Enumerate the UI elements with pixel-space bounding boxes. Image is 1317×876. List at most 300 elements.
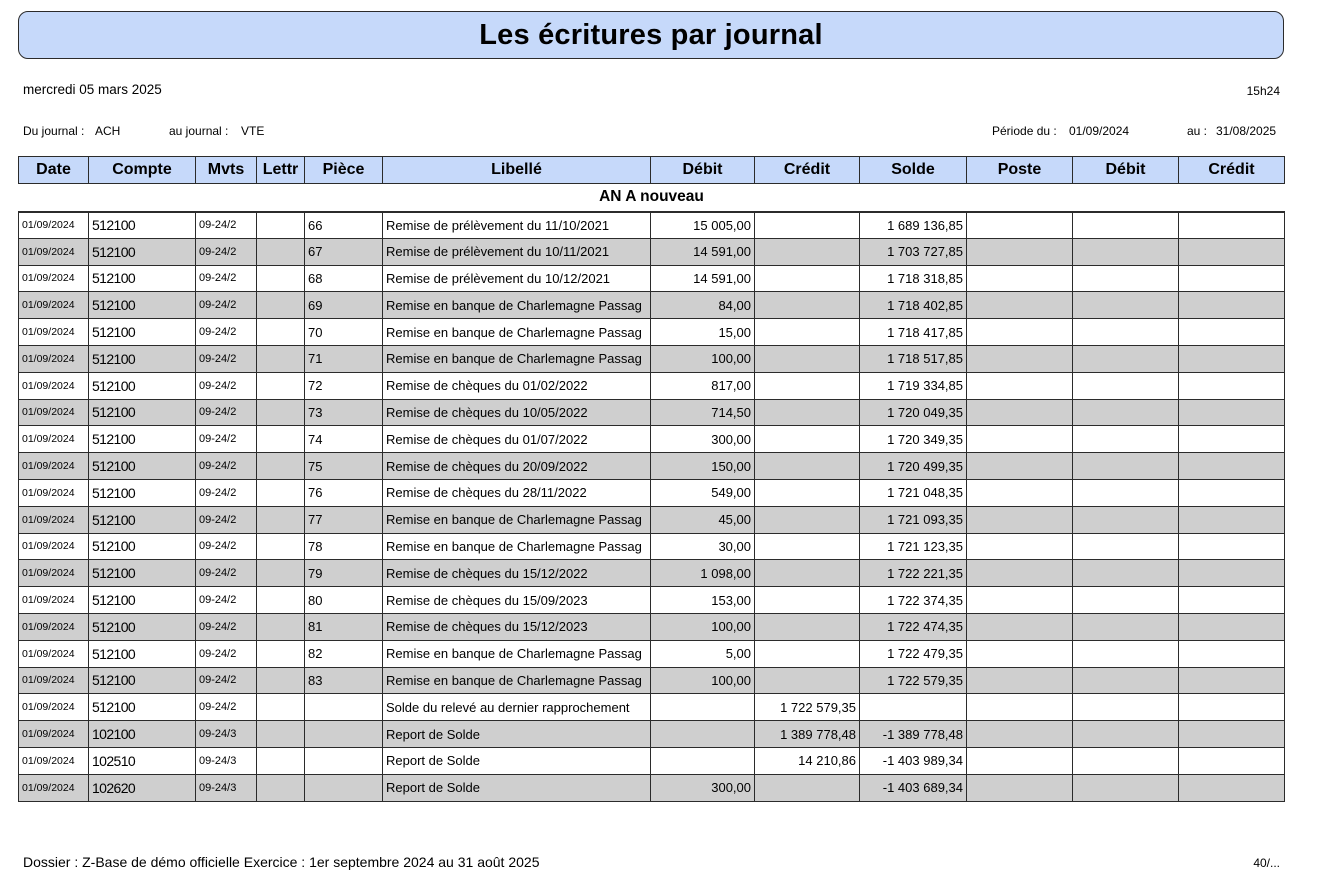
cell-credit xyxy=(755,587,860,614)
cell-solde: -1 403 989,34 xyxy=(860,747,967,774)
cell-libelle: Remise de prélèvement du 10/11/2021 xyxy=(383,238,651,265)
section-row xyxy=(19,184,1285,212)
cell-mvts: 09-24/3 xyxy=(196,774,257,801)
cell-poste xyxy=(967,238,1073,265)
cell-poste xyxy=(967,479,1073,506)
cell-lettr xyxy=(257,453,305,480)
period-to-value: 31/08/2025 xyxy=(1216,124,1277,138)
cell-compte: 512100 xyxy=(89,426,196,453)
cell-poste-debit xyxy=(1073,613,1179,640)
col-header-credit: Crédit xyxy=(755,157,860,184)
cell-mvts: 09-24/3 xyxy=(196,721,257,748)
cell-piece: 66 xyxy=(305,212,383,239)
cell-piece: 82 xyxy=(305,640,383,667)
cell-compte: 102620 xyxy=(89,774,196,801)
cell-lettr xyxy=(257,533,305,560)
cell-mvts: 09-24/2 xyxy=(196,667,257,694)
cell-lettr xyxy=(257,212,305,239)
cell-libelle: Remise de prélèvement du 11/10/2021 xyxy=(383,212,651,239)
cell-poste-debit xyxy=(1073,399,1179,426)
cell-lettr xyxy=(257,747,305,774)
cell-compte: 512100 xyxy=(89,265,196,292)
cell-mvts: 09-24/2 xyxy=(196,694,257,721)
cell-poste-debit xyxy=(1073,319,1179,346)
cell-piece: 73 xyxy=(305,399,383,426)
cell-poste-debit xyxy=(1073,533,1179,560)
cell-solde: 1 720 499,35 xyxy=(860,453,967,480)
cell-lettr xyxy=(257,774,305,801)
to-journal-label: au journal : xyxy=(169,124,229,138)
report-time: 15h24 xyxy=(1246,84,1280,98)
cell-debit: 15,00 xyxy=(651,319,755,346)
col-header-poste: Poste xyxy=(967,157,1073,184)
cell-lettr xyxy=(257,265,305,292)
cell-credit: 1 389 778,48 xyxy=(755,721,860,748)
cell-piece xyxy=(305,694,383,721)
cell-piece: 79 xyxy=(305,560,383,587)
cell-poste xyxy=(967,613,1073,640)
cell-lettr xyxy=(257,426,305,453)
cell-credit: 14 210,86 xyxy=(755,747,860,774)
cell-solde: 1 722 479,35 xyxy=(860,640,967,667)
cell-debit xyxy=(651,747,755,774)
cell-lettr xyxy=(257,372,305,399)
cell-lettr xyxy=(257,587,305,614)
cell-compte: 512100 xyxy=(89,292,196,319)
report-date: mercredi 05 mars 2025 xyxy=(23,82,162,97)
cell-libelle: Remise en banque de Charlemagne Passag xyxy=(383,640,651,667)
cell-poste-debit xyxy=(1073,506,1179,533)
cell-credit xyxy=(755,640,860,667)
cell-debit: 153,00 xyxy=(651,587,755,614)
cell-poste-credit xyxy=(1179,694,1285,721)
cell-poste xyxy=(967,292,1073,319)
cell-date: 01/09/2024 xyxy=(19,533,89,560)
cell-lettr xyxy=(257,667,305,694)
cell-libelle: Remise de chèques du 15/12/2022 xyxy=(383,560,651,587)
cell-solde xyxy=(860,694,967,721)
cell-compte: 512100 xyxy=(89,453,196,480)
cell-poste-credit xyxy=(1179,399,1285,426)
period-from-value: 01/09/2024 xyxy=(1069,124,1130,138)
cell-libelle: Remise en banque de Charlemagne Passag xyxy=(383,667,651,694)
table-row xyxy=(19,479,1285,506)
table-row xyxy=(19,613,1285,640)
cell-piece xyxy=(305,774,383,801)
cell-libelle: Report de Solde xyxy=(383,721,651,748)
cell-poste-credit xyxy=(1179,238,1285,265)
cell-mvts: 09-24/2 xyxy=(196,265,257,292)
cell-credit xyxy=(755,212,860,239)
cell-compte: 512100 xyxy=(89,238,196,265)
table-row xyxy=(19,345,1285,372)
cell-debit: 1 098,00 xyxy=(651,560,755,587)
cell-poste xyxy=(967,694,1073,721)
period-label: Période du : xyxy=(992,124,1057,138)
cell-solde: 1 722 579,35 xyxy=(860,667,967,694)
cell-poste xyxy=(967,426,1073,453)
cell-lettr xyxy=(257,479,305,506)
cell-solde: -1 389 778,48 xyxy=(860,721,967,748)
table-row xyxy=(19,587,1285,614)
cell-piece: 78 xyxy=(305,533,383,560)
cell-lettr xyxy=(257,694,305,721)
cell-compte: 512100 xyxy=(89,587,196,614)
cell-poste-credit xyxy=(1179,533,1285,560)
table-row xyxy=(19,212,1285,239)
cell-compte: 512100 xyxy=(89,372,196,399)
cell-solde: 1 721 123,35 xyxy=(860,533,967,560)
cell-libelle: Remise de chèques du 01/02/2022 xyxy=(383,372,651,399)
cell-mvts: 09-24/2 xyxy=(196,613,257,640)
cell-credit xyxy=(755,479,860,506)
table-row xyxy=(19,372,1285,399)
cell-date: 01/09/2024 xyxy=(19,212,89,239)
cell-poste-debit xyxy=(1073,747,1179,774)
cell-date: 01/09/2024 xyxy=(19,506,89,533)
cell-poste xyxy=(967,747,1073,774)
cell-piece: 68 xyxy=(305,265,383,292)
cell-piece: 74 xyxy=(305,426,383,453)
cell-debit: 15 005,00 xyxy=(651,212,755,239)
cell-poste-debit xyxy=(1073,265,1179,292)
cell-poste xyxy=(967,453,1073,480)
cell-credit xyxy=(755,399,860,426)
cell-date: 01/09/2024 xyxy=(19,640,89,667)
col-header-mvts: Mvts xyxy=(196,157,257,184)
cell-debit: 100,00 xyxy=(651,613,755,640)
cell-poste-debit xyxy=(1073,212,1179,239)
cell-date: 01/09/2024 xyxy=(19,372,89,399)
cell-credit xyxy=(755,372,860,399)
cell-debit: 14 591,00 xyxy=(651,265,755,292)
cell-poste-credit xyxy=(1179,479,1285,506)
cell-libelle: Remise de chèques du 15/09/2023 xyxy=(383,587,651,614)
cell-date: 01/09/2024 xyxy=(19,345,89,372)
col-header-libelle: Libellé xyxy=(383,157,651,184)
cell-libelle: Remise de chèques du 20/09/2022 xyxy=(383,453,651,480)
cell-lettr xyxy=(257,506,305,533)
cell-lettr xyxy=(257,613,305,640)
cell-credit xyxy=(755,265,860,292)
cell-poste-credit xyxy=(1179,426,1285,453)
cell-mvts: 09-24/2 xyxy=(196,533,257,560)
cell-poste-debit xyxy=(1073,640,1179,667)
cell-credit xyxy=(755,345,860,372)
cell-piece: 67 xyxy=(305,238,383,265)
table-row xyxy=(19,747,1285,774)
cell-poste-credit xyxy=(1179,345,1285,372)
col-header-debit: Débit xyxy=(651,157,755,184)
cell-credit xyxy=(755,292,860,319)
cell-poste-credit xyxy=(1179,774,1285,801)
section-label: AN A nouveau xyxy=(19,184,1285,212)
col-header-lettr: Lettr xyxy=(257,157,305,184)
cell-credit xyxy=(755,506,860,533)
table-row xyxy=(19,506,1285,533)
cell-poste-credit xyxy=(1179,292,1285,319)
cell-credit xyxy=(755,613,860,640)
cell-poste-credit xyxy=(1179,560,1285,587)
cell-solde: 1 720 049,35 xyxy=(860,399,967,426)
cell-debit: 817,00 xyxy=(651,372,755,399)
cell-poste-credit xyxy=(1179,613,1285,640)
cell-mvts: 09-24/2 xyxy=(196,453,257,480)
cell-libelle: Remise de chèques du 01/07/2022 xyxy=(383,426,651,453)
cell-compte: 512100 xyxy=(89,506,196,533)
cell-date: 01/09/2024 xyxy=(19,238,89,265)
cell-piece: 70 xyxy=(305,319,383,346)
table-row xyxy=(19,721,1285,748)
cell-libelle: Report de Solde xyxy=(383,774,651,801)
cell-lettr xyxy=(257,399,305,426)
table-row xyxy=(19,426,1285,453)
cell-mvts: 09-24/2 xyxy=(196,506,257,533)
col-header-compte: Compte xyxy=(89,157,196,184)
table-row xyxy=(19,399,1285,426)
cell-libelle: Remise de prélèvement du 10/12/2021 xyxy=(383,265,651,292)
cell-poste xyxy=(967,506,1073,533)
table-row xyxy=(19,238,1285,265)
cell-compte: 512100 xyxy=(89,345,196,372)
cell-poste-debit xyxy=(1073,721,1179,748)
cell-poste-credit xyxy=(1179,640,1285,667)
cell-debit: 714,50 xyxy=(651,399,755,426)
cell-debit: 5,00 xyxy=(651,640,755,667)
cell-compte: 512100 xyxy=(89,399,196,426)
col-header-solde: Solde xyxy=(860,157,967,184)
cell-poste-credit xyxy=(1179,667,1285,694)
cell-poste-debit xyxy=(1073,774,1179,801)
cell-date: 01/09/2024 xyxy=(19,613,89,640)
col-header-piece: Pièce xyxy=(305,157,383,184)
table-row xyxy=(19,774,1285,801)
cell-debit: 45,00 xyxy=(651,506,755,533)
cell-compte: 512100 xyxy=(89,533,196,560)
table-row xyxy=(19,694,1285,721)
cell-solde: 1 718 402,85 xyxy=(860,292,967,319)
cell-piece: 72 xyxy=(305,372,383,399)
cell-poste-debit xyxy=(1073,560,1179,587)
cell-poste-credit xyxy=(1179,747,1285,774)
cell-poste xyxy=(967,533,1073,560)
from-journal-value: ACH xyxy=(95,124,121,138)
table-row xyxy=(19,667,1285,694)
cell-piece: 77 xyxy=(305,506,383,533)
cell-poste-credit xyxy=(1179,319,1285,346)
cell-poste xyxy=(967,640,1073,667)
cell-debit: 100,00 xyxy=(651,667,755,694)
cell-poste xyxy=(967,372,1073,399)
period-to-label: au : xyxy=(1187,124,1208,138)
cell-debit: 300,00 xyxy=(651,774,755,801)
footer-page-number: 40/... xyxy=(1253,856,1280,870)
cell-lettr xyxy=(257,238,305,265)
cell-poste xyxy=(967,399,1073,426)
cell-poste-credit xyxy=(1179,587,1285,614)
cell-date: 01/09/2024 xyxy=(19,265,89,292)
cell-solde: 1 718 318,85 xyxy=(860,265,967,292)
cell-libelle: Solde du relevé au dernier rapprochement xyxy=(383,694,651,721)
cell-lettr xyxy=(257,319,305,346)
cell-mvts: 09-24/2 xyxy=(196,479,257,506)
cell-poste-credit xyxy=(1179,212,1285,239)
col-header-poste-credit: Crédit xyxy=(1179,157,1285,184)
cell-debit: 150,00 xyxy=(651,453,755,480)
table-row xyxy=(19,319,1285,346)
cell-debit xyxy=(651,721,755,748)
cell-date: 01/09/2024 xyxy=(19,319,89,346)
from-journal-label: Du journal : xyxy=(23,124,85,138)
cell-solde: 1 718 417,85 xyxy=(860,319,967,346)
cell-poste-credit xyxy=(1179,372,1285,399)
cell-lettr xyxy=(257,640,305,667)
cell-compte: 512100 xyxy=(89,560,196,587)
cell-lettr xyxy=(257,721,305,748)
cell-poste-credit xyxy=(1179,453,1285,480)
cell-poste-debit xyxy=(1073,238,1179,265)
cell-libelle: Remise en banque de Charlemagne Passag xyxy=(383,533,651,560)
cell-mvts: 09-24/2 xyxy=(196,560,257,587)
cell-poste xyxy=(967,265,1073,292)
table-row xyxy=(19,533,1285,560)
cell-date: 01/09/2024 xyxy=(19,426,89,453)
cell-credit xyxy=(755,667,860,694)
cell-libelle: Remise en banque de Charlemagne Passag xyxy=(383,345,651,372)
table-row xyxy=(19,560,1285,587)
cell-poste xyxy=(967,774,1073,801)
cell-compte: 512100 xyxy=(89,319,196,346)
cell-credit xyxy=(755,533,860,560)
cell-credit xyxy=(755,319,860,346)
cell-solde: 1 722 221,35 xyxy=(860,560,967,587)
cell-mvts: 09-24/2 xyxy=(196,587,257,614)
table-row xyxy=(19,453,1285,480)
cell-date: 01/09/2024 xyxy=(19,774,89,801)
cell-piece: 69 xyxy=(305,292,383,319)
cell-piece xyxy=(305,721,383,748)
cell-debit xyxy=(651,694,755,721)
cell-compte: 512100 xyxy=(89,694,196,721)
cell-credit xyxy=(755,426,860,453)
cell-compte: 102510 xyxy=(89,747,196,774)
cell-compte: 102100 xyxy=(89,721,196,748)
table-header-row xyxy=(19,157,1285,184)
cell-piece: 71 xyxy=(305,345,383,372)
cell-piece xyxy=(305,747,383,774)
cell-date: 01/09/2024 xyxy=(19,560,89,587)
cell-compte: 512100 xyxy=(89,212,196,239)
cell-mvts: 09-24/2 xyxy=(196,399,257,426)
cell-lettr xyxy=(257,345,305,372)
cell-lettr xyxy=(257,292,305,319)
cell-compte: 512100 xyxy=(89,667,196,694)
cell-debit: 84,00 xyxy=(651,292,755,319)
col-header-date: Date xyxy=(19,157,89,184)
cell-poste-debit xyxy=(1073,694,1179,721)
cell-libelle: Remise en banque de Charlemagne Passag xyxy=(383,292,651,319)
cell-credit xyxy=(755,453,860,480)
cell-solde: 1 689 136,85 xyxy=(860,212,967,239)
cell-poste-debit xyxy=(1073,426,1179,453)
cell-lettr xyxy=(257,560,305,587)
cell-poste-credit xyxy=(1179,721,1285,748)
cell-debit: 30,00 xyxy=(651,533,755,560)
cell-libelle: Remise de chèques du 15/12/2023 xyxy=(383,613,651,640)
cell-poste-debit xyxy=(1073,479,1179,506)
cell-solde: 1 703 727,85 xyxy=(860,238,967,265)
cell-libelle: Remise de chèques du 28/11/2022 xyxy=(383,479,651,506)
cell-piece: 76 xyxy=(305,479,383,506)
cell-poste xyxy=(967,721,1073,748)
cell-piece: 83 xyxy=(305,667,383,694)
cell-credit: 1 722 579,35 xyxy=(755,694,860,721)
cell-poste xyxy=(967,667,1073,694)
cell-piece: 75 xyxy=(305,453,383,480)
cell-poste-credit xyxy=(1179,265,1285,292)
cell-solde: -1 403 689,34 xyxy=(860,774,967,801)
footer-dossier: Dossier : Z-Base de démo officielle Exercice : 1er septembre 2024 au 31 août 2025 xyxy=(23,854,540,870)
cell-mvts: 09-24/3 xyxy=(196,747,257,774)
cell-credit xyxy=(755,560,860,587)
cell-poste xyxy=(967,319,1073,346)
cell-solde: 1 721 048,35 xyxy=(860,479,967,506)
cell-debit: 100,00 xyxy=(651,345,755,372)
cell-poste xyxy=(967,587,1073,614)
cell-mvts: 09-24/2 xyxy=(196,212,257,239)
cell-solde: 1 722 374,35 xyxy=(860,587,967,614)
cell-date: 01/09/2024 xyxy=(19,399,89,426)
table-row xyxy=(19,292,1285,319)
cell-date: 01/09/2024 xyxy=(19,479,89,506)
cell-poste-debit xyxy=(1073,587,1179,614)
cell-mvts: 09-24/2 xyxy=(196,640,257,667)
cell-piece: 80 xyxy=(305,587,383,614)
cell-mvts: 09-24/2 xyxy=(196,426,257,453)
to-journal-value: VTE xyxy=(241,124,265,138)
cell-poste xyxy=(967,560,1073,587)
cell-debit: 14 591,00 xyxy=(651,238,755,265)
cell-poste xyxy=(967,345,1073,372)
cell-piece: 81 xyxy=(305,613,383,640)
cell-credit xyxy=(755,238,860,265)
cell-libelle: Remise en banque de Charlemagne Passag xyxy=(383,319,651,346)
cell-libelle: Report de Solde xyxy=(383,747,651,774)
cell-date: 01/09/2024 xyxy=(19,721,89,748)
cell-solde: 1 721 093,35 xyxy=(860,506,967,533)
cell-libelle: Remise de chèques du 10/05/2022 xyxy=(383,399,651,426)
cell-debit: 549,00 xyxy=(651,479,755,506)
cell-mvts: 09-24/2 xyxy=(196,238,257,265)
cell-compte: 512100 xyxy=(89,479,196,506)
cell-mvts: 09-24/2 xyxy=(196,319,257,346)
cell-date: 01/09/2024 xyxy=(19,694,89,721)
report-title-bar xyxy=(18,11,1284,59)
cell-compte: 512100 xyxy=(89,613,196,640)
cell-poste-credit xyxy=(1179,506,1285,533)
table-row xyxy=(19,640,1285,667)
table-row xyxy=(19,265,1285,292)
cell-mvts: 09-24/2 xyxy=(196,292,257,319)
col-header-poste-debit: Débit xyxy=(1073,157,1179,184)
cell-poste-debit xyxy=(1073,372,1179,399)
cell-solde: 1 722 474,35 xyxy=(860,613,967,640)
cell-solde: 1 718 517,85 xyxy=(860,345,967,372)
cell-solde: 1 720 349,35 xyxy=(860,426,967,453)
cell-date: 01/09/2024 xyxy=(19,747,89,774)
cell-credit xyxy=(755,774,860,801)
cell-poste-debit xyxy=(1073,667,1179,694)
